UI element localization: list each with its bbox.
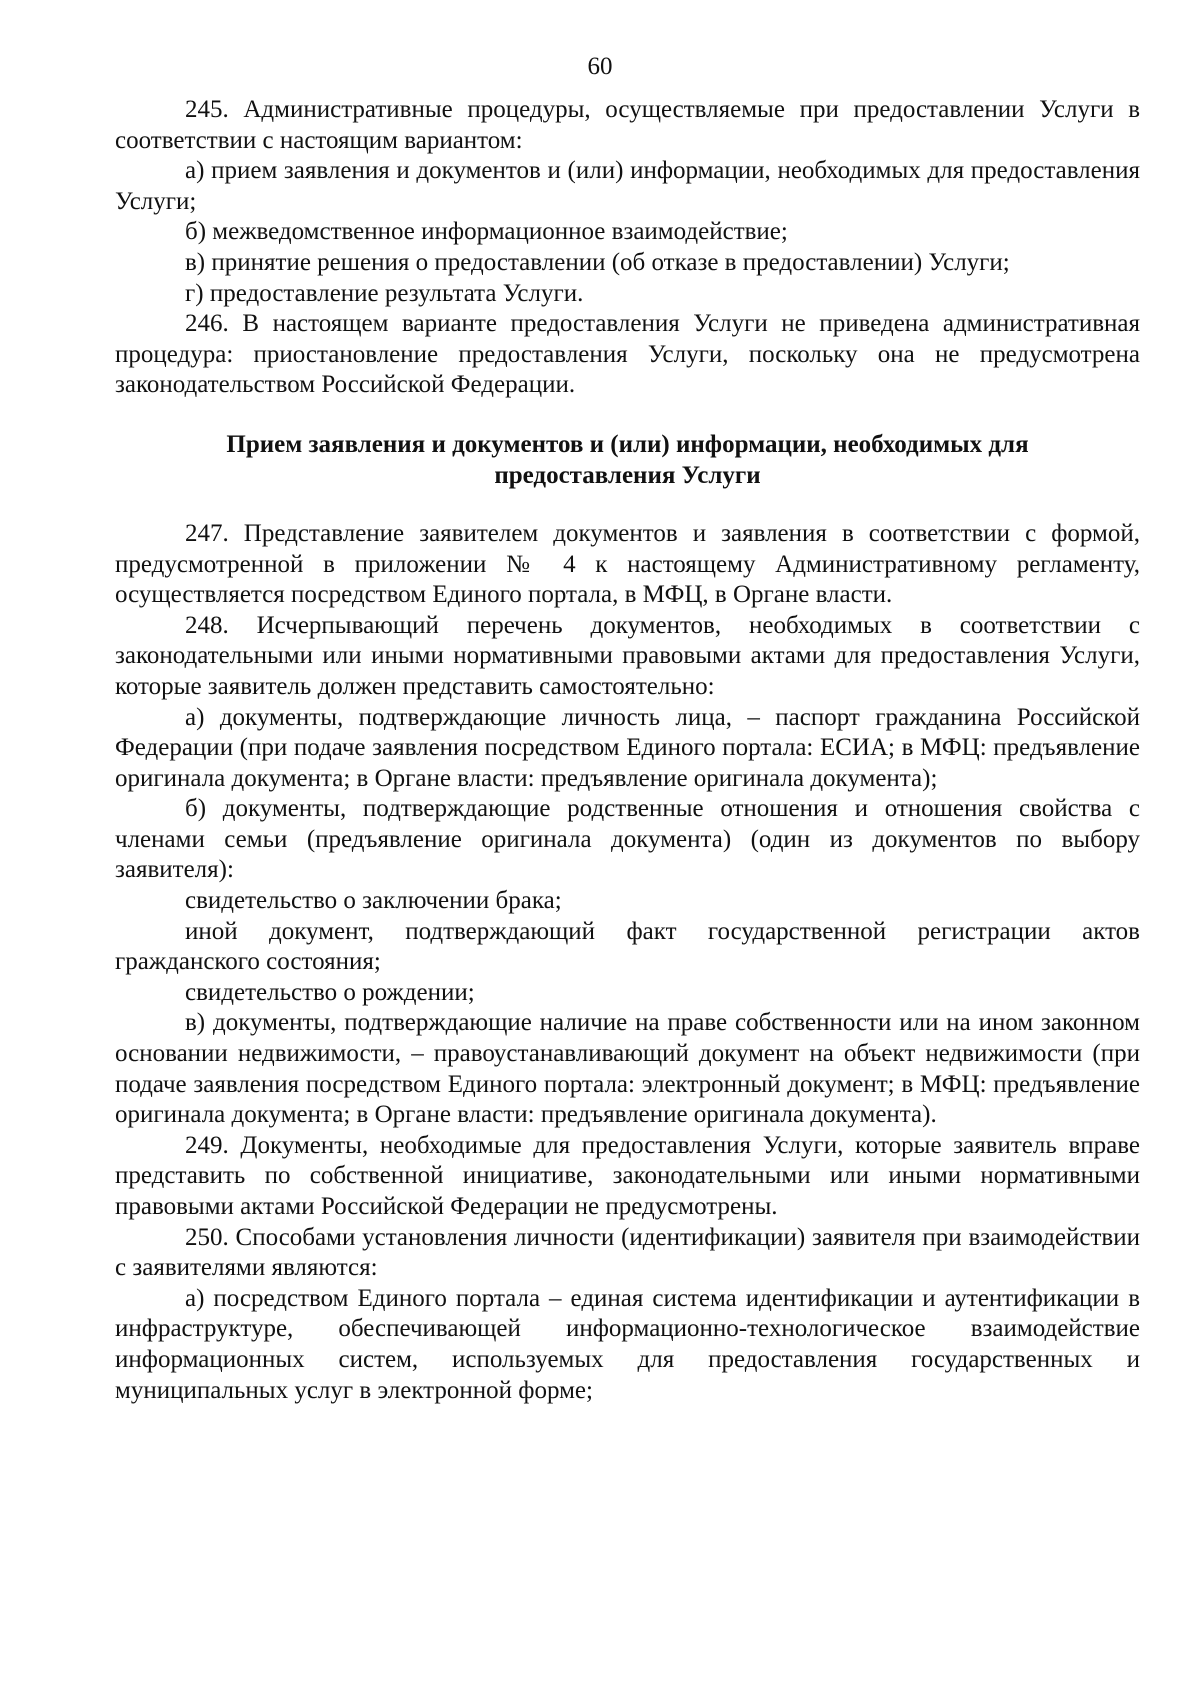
- list-item-a: а) прием заявления и документов и (или) информации, необходимых для предоставления Услуги;: [115, 157, 1140, 215]
- paragraph-245: 245. Административные процедуры, осуществляемые при предоставлении Услуги в соответствии с настоящим вариантом:: [115, 96, 1140, 154]
- paragraph-249: 249. Документы, необходимые для предоставления Услуги, которые заявитель вправе представить по собственной инициативе, законодательными или иными нормативными правовыми актами Российской Федерации не предусмотрены.: [115, 1131, 1140, 1220]
- paragraph-247: 247. Представление заявителем документов и заявления в соответствии с формой, предусмотренной в приложении № 4 к настоящему Административному регламенту, осуществляется посредством Единого портала, в МФЦ, в Органе власти.: [115, 519, 1140, 609]
- list-item-v: в) документы, подтверждающие наличие на праве собственности или на ином законном основании недвижимости, – правоустанавливающий документ на объект недвижимости (при подаче заявления посредством Единого портала: электронный документ; в МФЦ: предъявление оригинала документа; в Органе власти: предъявление оригинала документа).: [115, 1009, 1140, 1129]
- section-heading: Прием заявления и документов и (или) информации, необходимых для предоставления Услуги: [226, 430, 1029, 489]
- list-item-b: б) межведомственное информационное взаимодействие;: [185, 218, 788, 246]
- paragraph-250: 250. Способами установления личности (идентификации) заявителя при взаимодействии с заявителями являются:: [115, 1223, 1140, 1282]
- list-item: свидетельство о заключении брака;: [185, 887, 562, 915]
- list-item-b: б) документы, подтверждающие родственные отношения и отношения свойства с членами семьи (предъявление оригинала документа) (один из документов по выбору заявителя):: [115, 795, 1140, 884]
- list-item-g: г) предоставление результата Услуги.: [185, 279, 584, 307]
- list-item-v: в) принятие решения о предоставлении (об отказе в предоставлении) Услуги;: [185, 248, 1010, 276]
- paragraph-248: 248. Исчерпывающий перечень документов, необходимых в соответствии с законодательными или иными нормативными правовыми актами для предоставления Услуги, которые заявитель должен представить самостоятельно:: [115, 611, 1140, 700]
- document-body: [115, 95, 1140, 1406]
- paragraph-246: 246. В настоящем варианте предоставления Услуги не приведена административная процедура: приостановление предоставления Услуги, поскольку она не предусмотрена законодательством Российской Федерации.: [115, 310, 1140, 399]
- list-item-a: а) документы, подтверждающие личность лица, – паспорт гражданина Российской Федерации (при подаче заявления посредством Единого портала: ЕСИА; в МФЦ: предъявление оригинала документа; в Органе власти: предъявление оригинала документа);: [115, 703, 1140, 792]
- list-item: иной документ, подтверждающий факт государственной регистрации актов гражданского состояния;: [115, 917, 1140, 976]
- list-item-a: а) посредством Единого портала – единая система идентификации и аутентификации в инфраструктуре, обеспечивающей информационно-технологическое взаимодействие информационных систем, используемых для предоставления государственных и муниципальных услуг в электронной форме;: [115, 1284, 1140, 1404]
- list-item: свидетельство о рождении;: [185, 978, 475, 1006]
- page-number: 60: [587, 53, 613, 80]
